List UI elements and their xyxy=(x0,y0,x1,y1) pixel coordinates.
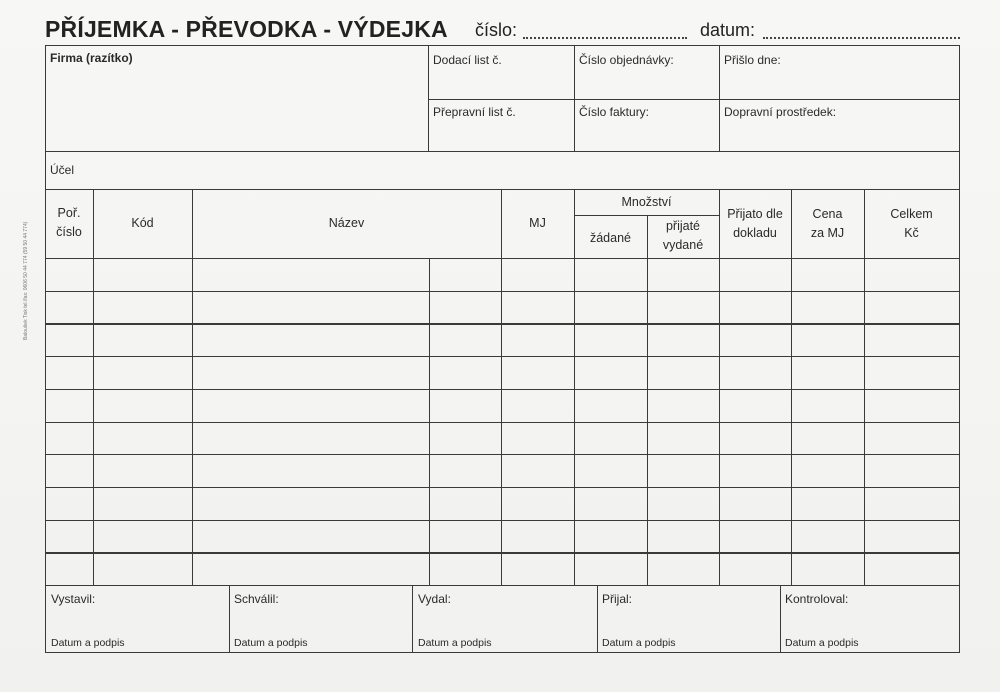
table-cell[interactable] xyxy=(866,456,957,485)
table-cell[interactable] xyxy=(194,456,427,485)
table-cell[interactable] xyxy=(793,456,862,485)
table-cell[interactable] xyxy=(649,325,717,354)
col-por-cislo-line1: Poř. xyxy=(57,206,81,220)
table-cell[interactable] xyxy=(47,489,91,518)
date-field[interactable] xyxy=(763,37,960,39)
table-cell[interactable] xyxy=(649,260,717,289)
footer-vystavil: Vystavil: xyxy=(51,592,96,606)
table-cell[interactable] xyxy=(866,293,957,322)
frame-bottom xyxy=(45,652,960,653)
table-cell[interactable] xyxy=(431,489,499,518)
frame-top xyxy=(45,45,960,46)
divider xyxy=(780,585,781,652)
table-cell[interactable] xyxy=(866,554,957,583)
table-cell[interactable] xyxy=(721,260,789,289)
footer-prijal-sub: Datum a podpis xyxy=(602,637,676,649)
table-cell[interactable] xyxy=(649,358,717,387)
number-label: číslo: xyxy=(475,20,518,40)
table-cell[interactable] xyxy=(793,424,862,453)
table-cell[interactable] xyxy=(721,358,789,387)
table-cell[interactable] xyxy=(649,522,717,551)
table-cell[interactable] xyxy=(503,260,572,289)
table-cell[interactable] xyxy=(194,293,427,322)
table-cell[interactable] xyxy=(793,293,862,322)
table-cell[interactable] xyxy=(576,424,645,453)
printer-imprint: Baloušek Tisk tel./fax: 0606 50 44 774 (59 50 44 774) xyxy=(23,221,29,340)
table-cell[interactable] xyxy=(649,293,717,322)
divider xyxy=(574,45,575,151)
table-cell[interactable] xyxy=(721,554,789,583)
footer-kontroloval-sub: Datum a podpis xyxy=(785,637,859,649)
table-cell[interactable] xyxy=(721,391,789,420)
col-zadane: žádané xyxy=(589,231,631,245)
footer-vydal: Vydal: xyxy=(418,592,451,606)
col-por-cislo-line2: číslo xyxy=(56,225,82,239)
table-cell[interactable] xyxy=(721,522,789,551)
table-cell[interactable] xyxy=(95,391,190,420)
footer-schvalil: Schválil: xyxy=(234,592,279,606)
table-cell[interactable] xyxy=(431,293,499,322)
col-celkem-line1: Celkem xyxy=(890,207,933,221)
table-cell[interactable] xyxy=(576,260,645,289)
table-cell[interactable] xyxy=(95,489,190,518)
divider xyxy=(597,585,598,652)
divider xyxy=(45,151,960,152)
col-prijate-line1: přijaté xyxy=(665,219,701,233)
table-cell[interactable] xyxy=(866,424,957,453)
col-dokladu-line2: dokladu xyxy=(733,226,777,240)
table-cell[interactable] xyxy=(194,358,427,387)
table-cell[interactable] xyxy=(793,489,862,518)
col-prijato-dle-dokladu xyxy=(719,205,791,243)
col-cena-za-mj xyxy=(791,205,864,243)
table-cell[interactable] xyxy=(721,325,789,354)
table-cell[interactable] xyxy=(649,456,717,485)
table-cell[interactable] xyxy=(431,456,499,485)
table-cell[interactable] xyxy=(793,325,862,354)
table-cell[interactable] xyxy=(503,522,572,551)
col-mnozstvi: Množství xyxy=(621,195,672,209)
table-cell[interactable] xyxy=(194,391,427,420)
prepravni-list-label: Přepravní list č. xyxy=(433,105,516,119)
table-cell[interactable] xyxy=(431,424,499,453)
table-cell[interactable] xyxy=(431,260,499,289)
table-cell[interactable] xyxy=(47,522,91,551)
col-kod: Kód xyxy=(131,216,154,230)
table-cell[interactable] xyxy=(95,325,190,354)
ucel-label: Účel xyxy=(50,163,75,177)
date-label: datum: xyxy=(700,20,756,40)
table-cell[interactable] xyxy=(95,456,190,485)
footer-prijal: Přijal: xyxy=(602,592,633,606)
frame-right xyxy=(959,45,960,653)
table-cell[interactable] xyxy=(721,489,789,518)
number-field[interactable] xyxy=(523,37,687,39)
dodaci-list-label: Dodací list č. xyxy=(433,53,502,67)
table-cell[interactable] xyxy=(95,424,190,453)
table-cell[interactable] xyxy=(47,293,91,322)
col-nazev: Název xyxy=(328,216,365,230)
table-cell[interactable] xyxy=(47,260,91,289)
form-title: PŘÍJEMKA - PŘEVODKA - VÝDEJKA xyxy=(45,16,448,42)
footer-schvalil-sub: Datum a podpis xyxy=(234,637,308,649)
table-cell[interactable] xyxy=(649,554,717,583)
table-cell[interactable] xyxy=(866,522,957,551)
table-cell[interactable] xyxy=(194,554,427,583)
table-cell[interactable] xyxy=(95,293,190,322)
form-header xyxy=(45,14,960,44)
table-cell[interactable] xyxy=(431,358,499,387)
footer-vystavil-sub: Datum a podpis xyxy=(51,637,125,649)
table-cell[interactable] xyxy=(503,456,572,485)
table-cell[interactable] xyxy=(95,554,190,583)
prislo-dne-label: Přišlo dne: xyxy=(724,53,781,67)
table-cell[interactable] xyxy=(47,456,91,485)
table-cell[interactable] xyxy=(793,554,862,583)
table-cell[interactable] xyxy=(866,358,957,387)
table-cell[interactable] xyxy=(503,358,572,387)
table-cell[interactable] xyxy=(721,424,789,453)
table-cell[interactable] xyxy=(576,456,645,485)
table-cell[interactable] xyxy=(793,391,862,420)
table-cell[interactable] xyxy=(576,522,645,551)
divider xyxy=(428,99,959,100)
col-kc-line2: Kč xyxy=(904,226,919,240)
col-vydane-line2: vydané xyxy=(662,238,704,252)
table-cell[interactable] xyxy=(503,424,572,453)
table-cell[interactable] xyxy=(95,358,190,387)
table-cell[interactable] xyxy=(576,293,645,322)
footer-kontroloval: Kontroloval: xyxy=(785,592,849,606)
table-cell[interactable] xyxy=(47,424,91,453)
cislo-objednavky-label: Číslo objednávky: xyxy=(579,53,674,67)
divider xyxy=(45,189,960,190)
table-cell[interactable] xyxy=(95,522,190,551)
table-cell[interactable] xyxy=(576,554,645,583)
col-celkem-kc xyxy=(864,205,959,243)
table-cell[interactable] xyxy=(576,391,645,420)
table-cell[interactable] xyxy=(431,391,499,420)
table-cell[interactable] xyxy=(866,260,957,289)
table-cell[interactable] xyxy=(95,260,190,289)
col-por-cislo xyxy=(45,204,93,242)
table-cell[interactable] xyxy=(194,489,427,518)
table-cell[interactable] xyxy=(793,522,862,551)
table-cell[interactable] xyxy=(194,522,427,551)
divider xyxy=(412,585,413,652)
divider xyxy=(719,45,720,151)
table-cell[interactable] xyxy=(576,358,645,387)
cislo-faktury-label: Číslo faktury: xyxy=(579,105,650,119)
table-cell[interactable] xyxy=(721,456,789,485)
table-cell[interactable] xyxy=(503,293,572,322)
table-cell[interactable] xyxy=(47,554,91,583)
table-cell[interactable] xyxy=(649,424,717,453)
col-prijate-vydane xyxy=(647,217,719,255)
divider xyxy=(45,585,960,586)
table-cell[interactable] xyxy=(866,325,957,354)
table-cell[interactable] xyxy=(194,260,427,289)
table-cell[interactable] xyxy=(503,489,572,518)
col-prijato-line1: Přijato dle xyxy=(727,207,783,221)
divider xyxy=(428,45,429,151)
col-cena-line1: Cena xyxy=(812,207,843,221)
table-cell[interactable] xyxy=(194,424,427,453)
col-mj: MJ xyxy=(529,216,546,230)
table-cell[interactable] xyxy=(194,325,427,354)
table-cell[interactable] xyxy=(866,391,957,420)
table-cell[interactable] xyxy=(431,554,499,583)
footer-vydal-sub: Datum a podpis xyxy=(418,637,492,649)
table-cell[interactable] xyxy=(576,489,645,518)
col-zamj-line2: za MJ xyxy=(810,226,845,240)
table-cell[interactable] xyxy=(503,554,572,583)
table-cell[interactable] xyxy=(503,391,572,420)
table-cell[interactable] xyxy=(576,325,645,354)
table-cell[interactable] xyxy=(649,489,717,518)
table-cell[interactable] xyxy=(649,391,717,420)
table-cell[interactable] xyxy=(431,522,499,551)
table-cell[interactable] xyxy=(721,293,789,322)
table-cell[interactable] xyxy=(503,325,572,354)
table-cell[interactable] xyxy=(866,489,957,518)
dopravni-prostredek-label: Dopravní prostředek: xyxy=(724,105,837,119)
table-cell[interactable] xyxy=(47,391,91,420)
table-cell[interactable] xyxy=(793,358,862,387)
divider xyxy=(229,585,230,652)
table-cell[interactable] xyxy=(793,260,862,289)
table-cell[interactable] xyxy=(47,325,91,354)
table-cell[interactable] xyxy=(47,358,91,387)
firma-label: Firma (razítko) xyxy=(50,51,133,65)
table-cell[interactable] xyxy=(431,325,499,354)
